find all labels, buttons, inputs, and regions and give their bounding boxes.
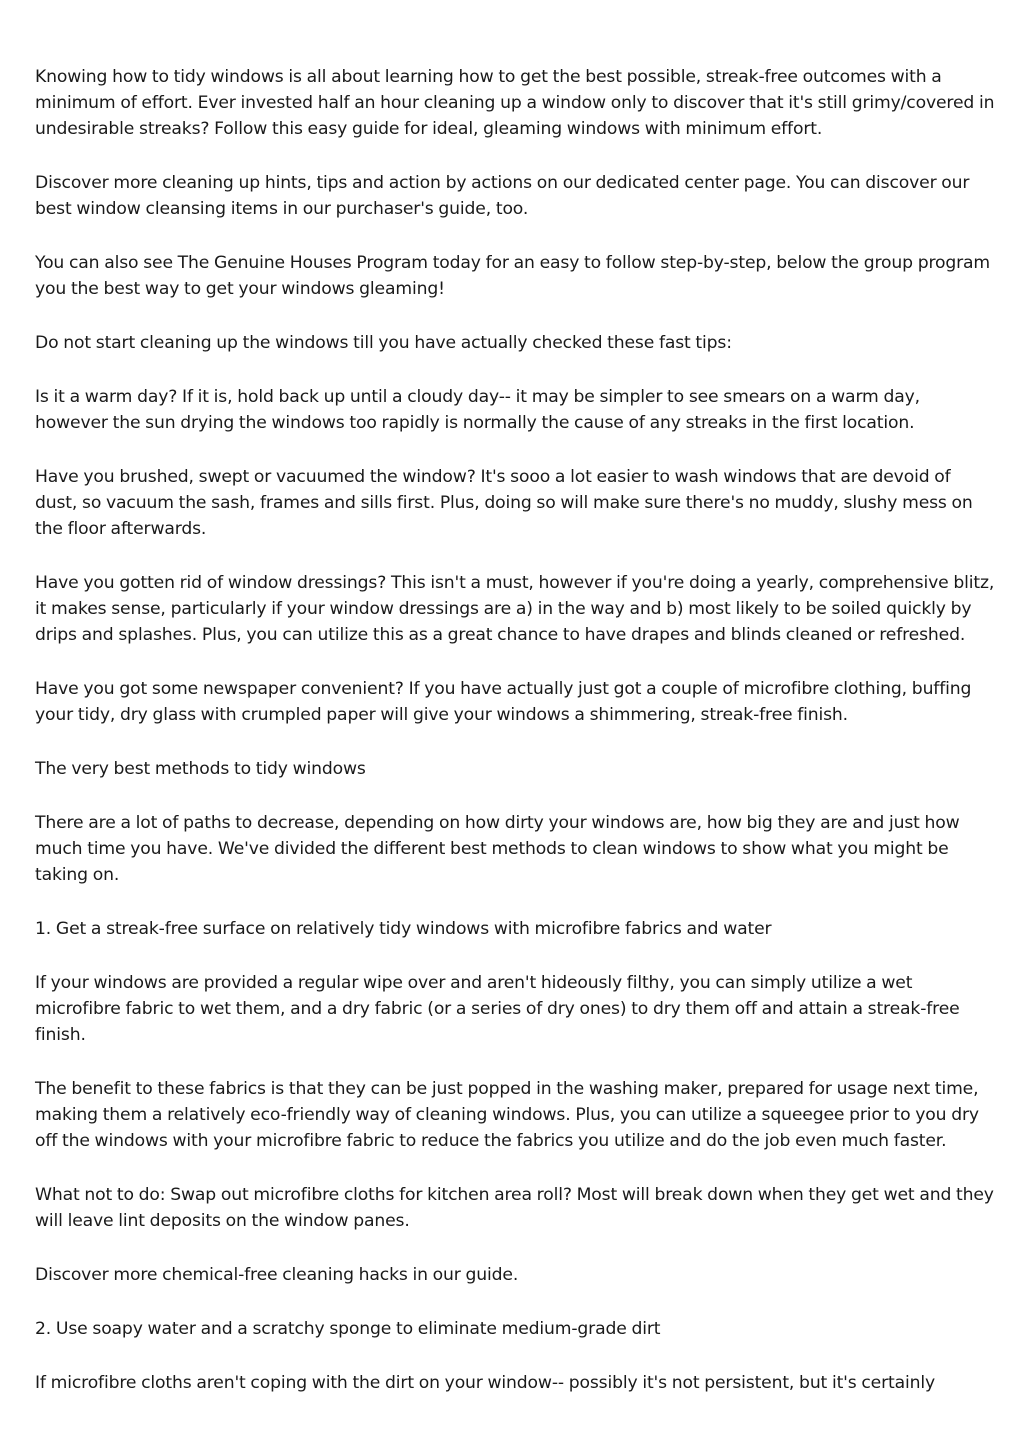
method-1-paragraph: If your windows are provided a regular wipe over and aren't hideously filthy, you can simply utilize a wet microfibre fabric to wet them, and a dry fabric (or a series of dry ones) to dry them off and attain a streak-free finish. — [35, 973, 960, 1045]
section-heading-best-methods: The very best methods to tidy windows — [35, 759, 366, 779]
tip-warm-day: Is it a warm day? If it is, hold back up until a cloudy day-- it may be simpler to see smears on a warm day, however the sun drying the windows too rapidly is normally the cause of any streaks in the first location. — [35, 387, 920, 433]
method-2-heading: 2. Use soapy water and a scratchy sponge to eliminate medium-grade dirt — [35, 1319, 661, 1339]
program-paragraph: You can also see The Genuine Houses Program today for an easy to follow step-by-step, below the group program you the best way to get your windows gleaming! — [35, 253, 991, 299]
tip-window-dressings: Have you gotten rid of window dressings? This isn't a must, however if you're doing a yearly, comprehensive blitz, it makes sense, particularly if your window dressings are a) in the way and b) most likely to be soiled quickly by drips and splashes. Plus, you can utilize this as a great chance to have drapes and blinds cleaned or refreshed. — [35, 573, 995, 645]
tip-newspaper: Have you got some newspaper convenient? If you have actually just got a couple of microfibre clothing, buffing your tidy, dry glass with crumpled paper will give your windows a shimmering, streak-free finish. — [35, 679, 972, 725]
what-not-to-do-paragraph: What not to do: Swap out microfibre cloths for kitchen area roll? Most will break down when they get wet and they will leave lint deposits on the window panes. — [35, 1185, 994, 1231]
fast-tips-intro: Do not start cleaning up the windows till you have actually checked these fast tips: — [35, 333, 732, 353]
chemical-free-paragraph: Discover more chemical-free cleaning hacks in our guide. — [35, 1265, 519, 1285]
hub-page-paragraph: Discover more cleaning up hints, tips and action by actions on our dedicated center page. You can discover our best window cleansing items in our purchaser's guide, too. — [35, 173, 970, 219]
method-1-heading: 1. Get a streak-free surface on relatively tidy windows with microfibre fabrics and water — [35, 919, 772, 939]
fabric-benefit-paragraph: The benefit to these fabrics is that they can be just popped in the washing maker, prepared for usage next time, making them a relatively eco-friendly way of cleaning windows. Plus, you can utilize a squeegee prior to you dry off the windows with your microfibre fabric to reduce the fabrics you utilize and do the job even much faster. — [35, 1079, 979, 1151]
method-2-paragraph: If microfibre cloths aren't coping with the dirt on your window-- possibly it's not persistent, but it's certainly — [35, 1373, 935, 1393]
best-methods-paragraph: There are a lot of paths to decrease, depending on how dirty your windows are, how big they are and just how much time you have. We've divided the different best methods to clean windows to show what you might be taking on. — [35, 813, 960, 885]
document-body — [35, 64, 995, 1424]
tip-vacuum: Have you brushed, swept or vacuumed the window? It's sooo a lot easier to wash windows that are devoid of dust, so vacuum the sash, frames and sills first. Plus, doing so will make sure there's no muddy, slushy mess on the floor afterwards. — [35, 467, 973, 539]
intro-paragraph: Knowing how to tidy windows is all about learning how to get the best possible, streak-free outcomes with a minimum of effort. Ever invested half an hour cleaning up a window only to discover that it's still grimy/covered in undesirable streaks? Follow this easy guide for ideal, gleaming windows with minimum effort. — [35, 67, 995, 139]
